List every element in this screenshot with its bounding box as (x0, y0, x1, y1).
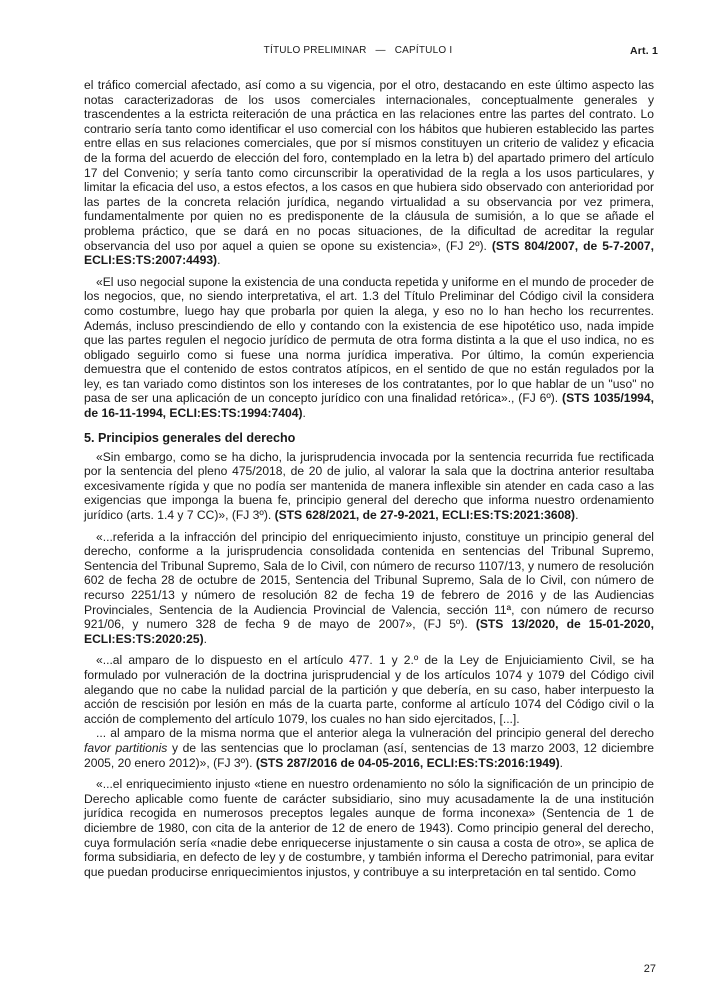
case-citation: (STS 628/2021, de 27-9-2021, ECLI:ES:TS:2021:3608) (274, 508, 576, 523)
paragraph-text: el tráfico comercial afectado, así como a su vigencia, por el otro, destacando en este último aspecto las notas caracterizadoras de los usos comerciales internacionales, conceptualmente generales y trascendentes a la estricta reiteración de una práctica en las relaciones entre las partes del contrato. Lo contrario sería tanto como identificar el uso comercial con los hábitos que hubieren establecido las partes entre ellas en sus relaciones comerciales, que por sí mismos constituyen un criterio de validez y eficacia de la forma del acuerdo de elección del foro, contemplado en la letra b) del apartado primero del artículo 17 del Convenio; y sería tanto como circunscribir la operatividad de la regla a los usos particulares, y limitar la eficacia del uso, a estos efectos, a los casos en que hubiera sido observado con anterioridad por las partes de la concreta relación jurídica, negando virtualidad a su observancia por vez primera, fundamentalmente por quien no es predisponente de la cláusula de sumisión, a lo que se añade el problema práctico, que se dará en no pocas situaciones, de la dificultad de acreditar la regular observancia del uso por aquel a quien se opone su existencia», (FJ 2º). (84, 78, 654, 253)
paragraph-end: . (575, 508, 579, 523)
paragraph-end: . (559, 755, 564, 770)
page-number: 27 (643, 963, 656, 975)
running-header (0, 41, 716, 61)
paragraph-7 (84, 777, 654, 879)
case-citation: (STS 287/2016 de 04-05-2016, ECLI:ES:TS:2016:1949) (255, 755, 560, 770)
header-center (0, 45, 716, 56)
paragraph-3 (84, 450, 654, 523)
paragraph-5 (84, 653, 654, 726)
paragraph-text: ... al amparo de la misma norma que el anterior alega la vulneración del principio general del derecho (96, 726, 654, 741)
paragraph-text: y de las sentencias que lo proclaman (así, sentencias de 13 marzo 2003, 12 diciembre 2005, 20 enero 2012)», (FJ 3º). (84, 740, 654, 770)
header-article: Art. 1 (629, 45, 658, 57)
case-citation: (STS 1035/1994, de 16-11-1994, ECLI:ES:TS:1994:7404) (84, 391, 654, 421)
paragraph-end: . (302, 406, 306, 421)
paragraph-text: «Sin embargo, como se ha dicho, la jurisprudencia invocada por la sentencia recurrida fue rectificada por la sentencia del pleno 475/2018, de 20 de julio, al valorar la sala que la doctrina anterior resultaba excesivamente rígida y que no podía ser mantenida de manera inflexible sin atender en cada caso a las exigencias que imponga la buena fe, principio general del derecho que informa nuestro ordenamiento jurídico (arts. 1.4 y 7 CC)», (FJ 3º). (84, 449, 654, 523)
paragraph-1 (84, 78, 654, 268)
header-title: TÍTULO PRELIMINAR (263, 45, 367, 56)
paragraph-end: . (217, 253, 221, 268)
paragraph-text: «El uso negocial supone la existencia de una conducta repetida y uniforme en el mundo de proceder de los negocios, que, no siendo interpretativa, el art. 1.3 del Título Preliminar del Código civil la considera como costumbre, luego hay que probarla por quien la alega, y eso no lo han hecho los recurrentes. Además, incluso prescindiendo de ello y contando con la existencia de ese hipotético uso, nada impide que las partes regulen el negocio jurídico de permuta de otra forma distinta a la que el uso indica, no es obligado seguirlo como si fuese una norma jurídica imperativa. Por último, la común experiencia demuestra que el contenido de estos contratos atípicos, en el sentido de que no están regulados por la ley, es tan variado como distintos son los intereses de los contratantes, por lo que hablar de un "uso" no pasa de ser una aplicación de un concepto jurídico con una finalidad retórica»., (FJ 6º). (84, 274, 654, 406)
header-chapter: CAPÍTULO I (394, 45, 453, 56)
paragraph-text: «...al amparo de lo dispuesto en el artículo 477. 1 y 2.º de la Ley de Enjuiciamiento Civil, se ha formulado por vulneración de la doctrina jurisprudencial y de los artículos 1074 y 1079 del Código civil alegando que no cabe la nulidad parcial de la partición y que debería, en su caso, haber interpuesto la acción de rescisión por lesión en más de la cuarta parte, conforme al artículo 1074 del Código civil o la acción de complemento del artículo 1079, los cuales no han sido ejercitados, [...]. (84, 653, 654, 726)
paragraph-end: . (203, 631, 208, 646)
paragraph-4 (84, 530, 654, 647)
paragraph-text: «...el enriquecimiento injusto «tiene en nuestro ordenamiento no sólo la significación de un principio de Derecho aplicable como fuente de carácter subsidiario, sino muy acusadamente la de una institución jurídica recogida en numerosos preceptos legales aunque de forma inconexa» (Sentencia de 1 de diciembre de 1980, con cita de la anterior de 12 de enero de 1943). Como principio general del derecho, cuya formulación sería «nadie debe enriquecerse injustamente o sin causa a costa de otro», se aplica de forma subsidiaria, en defecto de ley y de costumbre, y también informa el Derecho patrimonial, para evitar que puedan producirse enriquecimientos injustos, y contribuye a su interpretación en tal sentido. Como (84, 777, 654, 879)
page-body (84, 78, 654, 886)
case-citation: (STS 804/2007, de 5-7-2007, ECLI:ES:TS:2007:4493) (84, 238, 654, 268)
case-citation: (STS 13/2020, de 15-01-2020, ECLI:ES:TS:2020:25) (84, 617, 655, 646)
paragraph-2 (84, 275, 654, 421)
header-separator: — (375, 45, 386, 56)
latin-term: favor partitionis (84, 740, 168, 755)
section-heading: 5. Principios generales del derecho (84, 430, 296, 445)
paragraph-text: «...referida a la infracción del principio del enriquecimiento injusto, constituye un principio general del derecho, conforme a la jurisprudencia consolidada contenida en sentencias del Tribunal Supremo, Sentencia del Tribunal Supremo, Sala de lo Civil, con número de recurso 1107/13, y numero de resolución 602 de fecha 28 de octubre de 2015, Sentencia del Tribunal Supremo, Sala de lo Civil, con número de recurso 2251/13 y número de resolución 82 de fecha 19 de febrero de 2016 y de las Audiencias Provinciales, Sentencia de la Audiencia Provincial de Valencia, sección 11ª, con número de recurso 921/06, y numero 328 de fecha 9 de mayo de 2007», (FJ 5º). (84, 529, 654, 632)
paragraph-6 (84, 726, 654, 770)
